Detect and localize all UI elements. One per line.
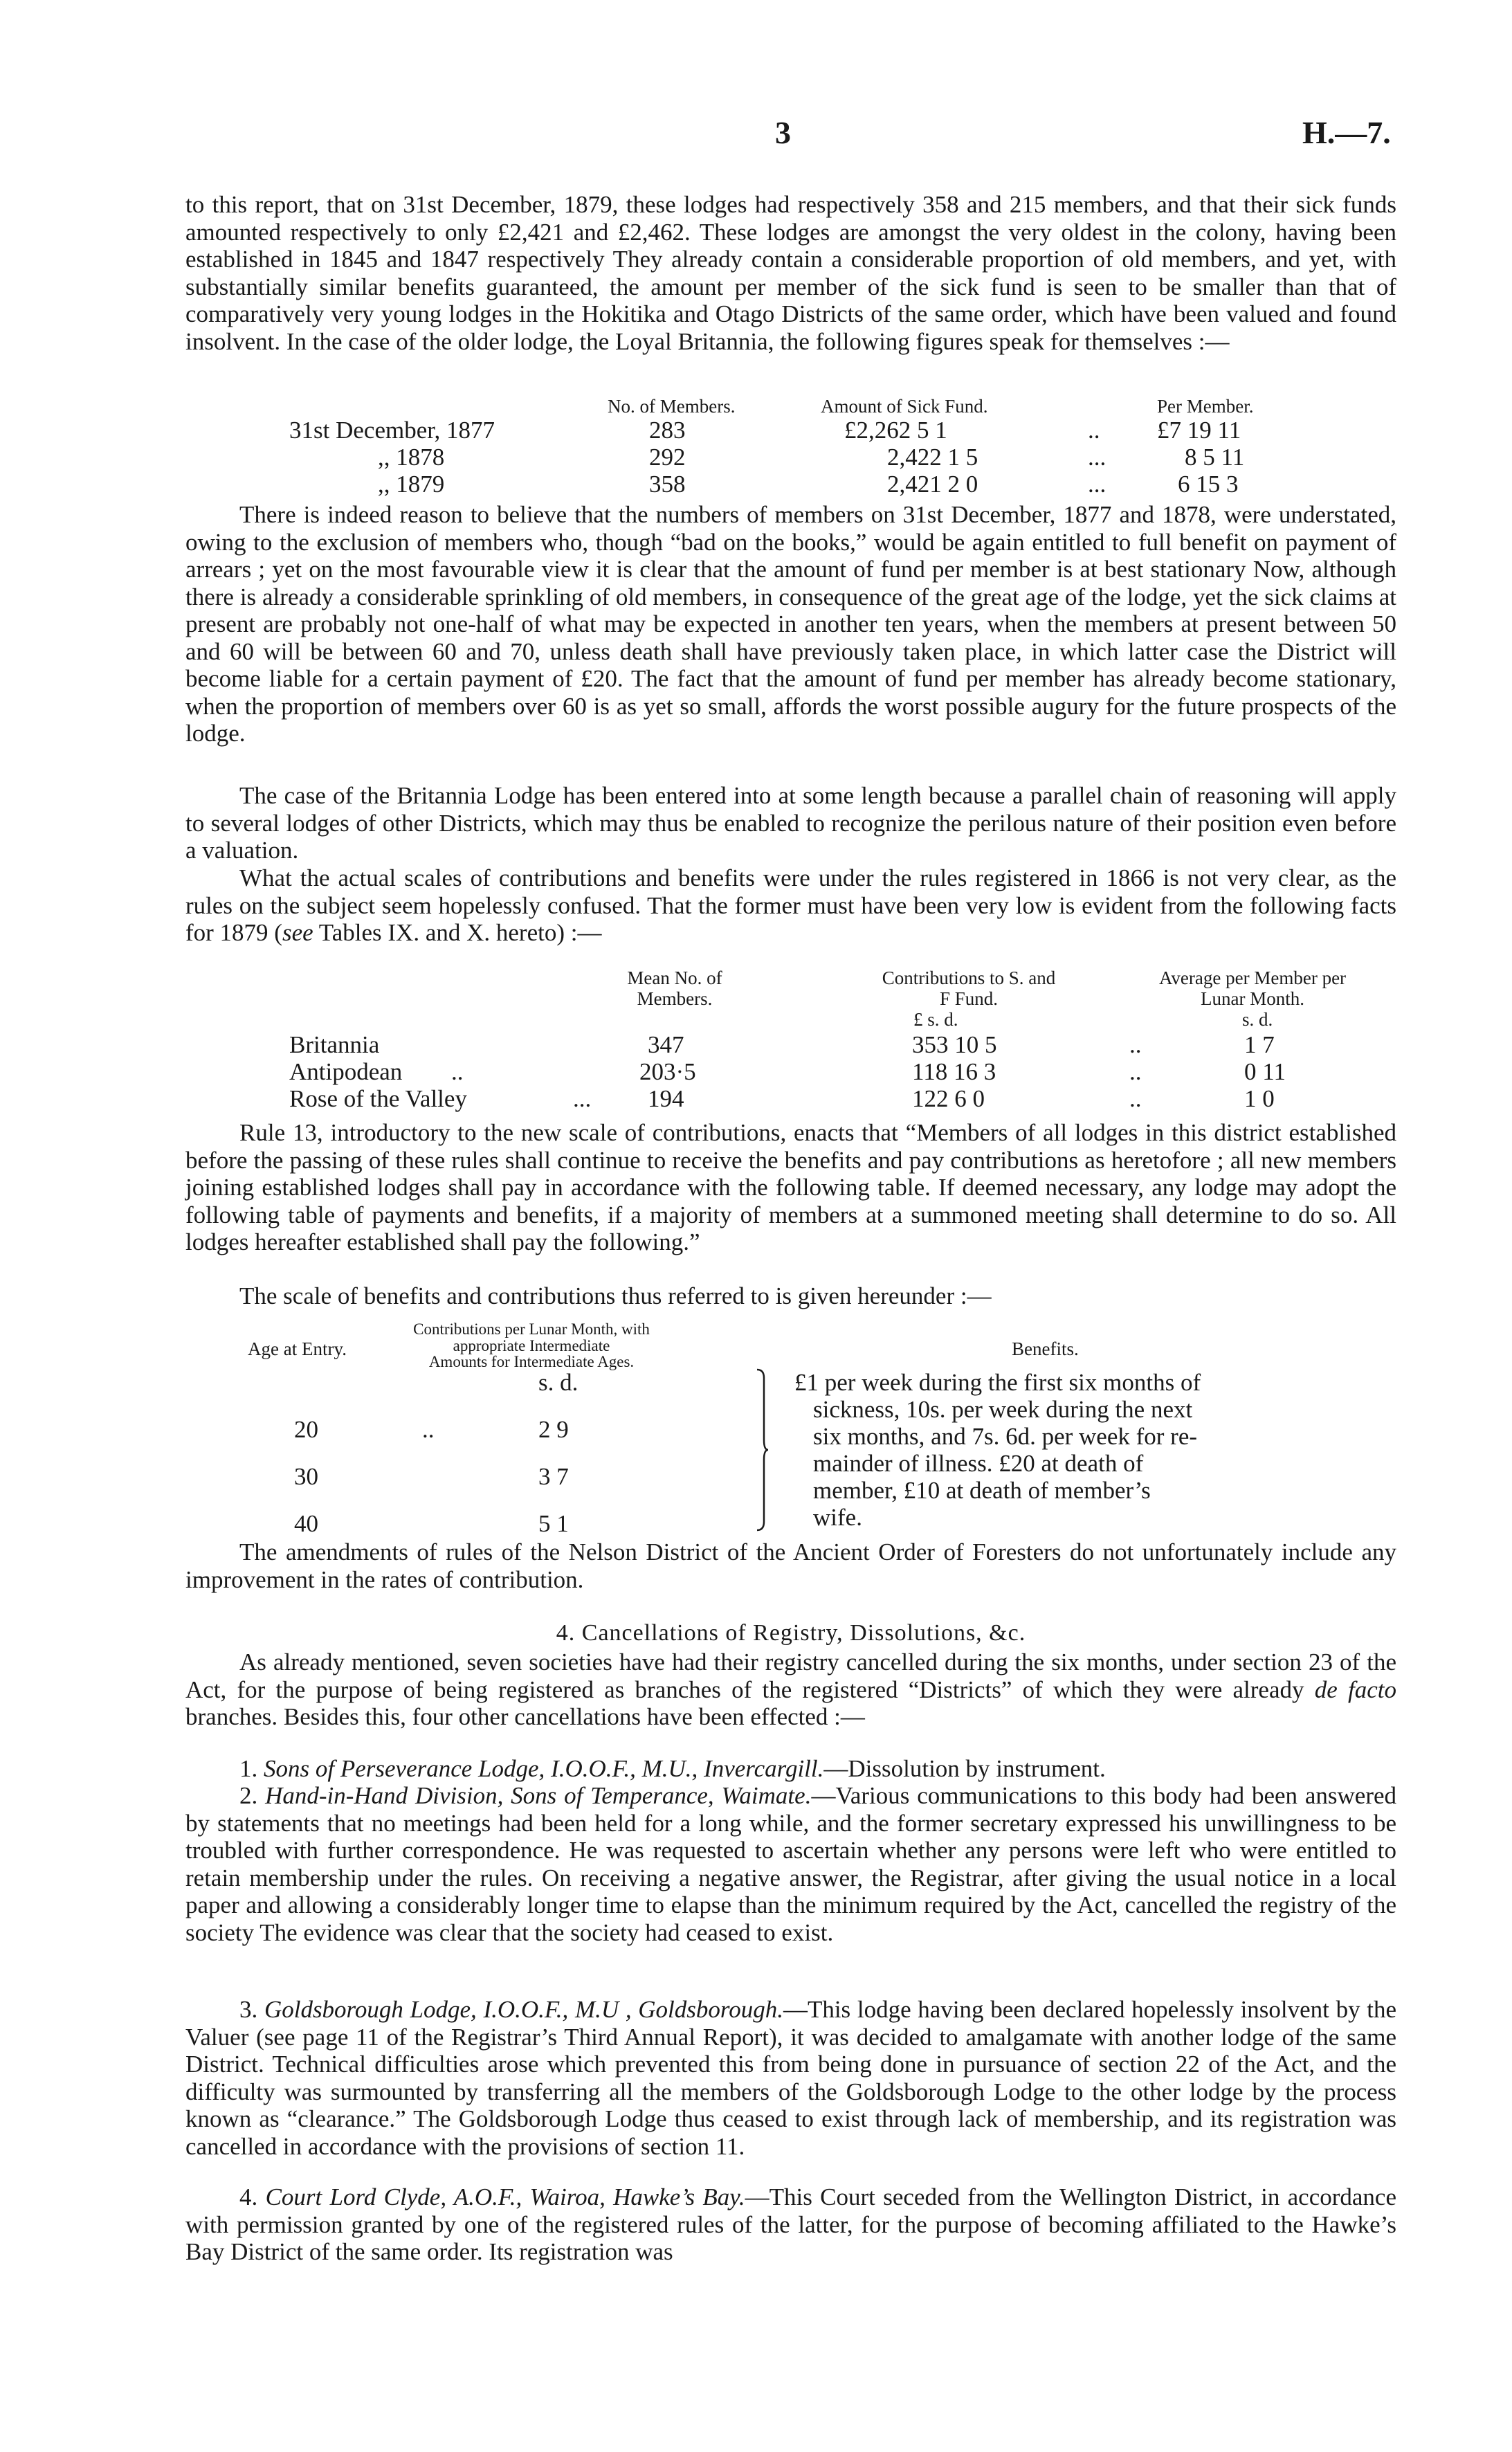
table1-leader: .. [1088,417,1100,444]
paragraph-4-text: What the actual scales of contributions and benefits were under the rules registered in 1866 is not very clear, as the rules on the subject seem hopelessly confused. That the former must have been very low is evident from the following facts for 1879 (see Tables IX. and X. hereto) :— [185,864,1396,946]
table1-date: 31st December, 1877 [289,417,495,444]
benefits-line: sickness, 10s. per week during the next [813,1396,1193,1423]
page-number: 3 [775,115,791,150]
benefits-line: wife. [813,1504,862,1531]
table2-contrib: 122 6 0 [912,1085,985,1112]
table1-leader: ... [1088,444,1106,471]
table2-dots: .. [451,1058,464,1085]
table3-age: 20 [294,1416,318,1443]
table1-fund: £2,262 5 1 [844,417,947,444]
table3-header-age: Age at Entry. [248,1338,347,1359]
table2-units-money: £ s. d. [913,1009,958,1030]
paragraph-4 [185,864,1396,947]
table3-header-contrib-1: Contributions per Lunar Month, with [413,1320,650,1338]
table2-mean: 194 [648,1085,684,1112]
table2-leader: .. [1129,1085,1142,1112]
table1-header-members: No. of Members. [608,396,736,417]
table2-avg: 0 11 [1244,1058,1286,1085]
paragraph-6-text: The scale of benefits and contributions thus referred to is given hereunder :— [239,1282,992,1309]
table2-avg: 1 0 [1244,1085,1275,1112]
table3-amount: 5 1 [538,1510,569,1537]
table2-header-mean: Mean No. of Members. [627,968,722,1009]
table3-leader: .. [422,1416,435,1443]
list-item: 2. Hand-in-Hand Division, Sons of Temperance, Waimate.—Various communications to this body had been answered by statements that no meetings had been held for a long while, and the former secretary expressed his unwillingness to be troubled with further correspondence. He was requested to ascertain whether any persons were left who were entitled to retain membership under the rules. On receiving a negative answer, the Registrar, after giving the usual notice in a local paper and allowing a considerably longer time to elapse than the minimum required by the Act, cancelled the registry of the society The evidence was clear that the society had ceased to exist. [185,1782,1397,1946]
table2-name: Rose of the Valley [289,1085,467,1112]
benefits-line: £1 per week during the first six months of [794,1369,1201,1396]
table1-per: 6 15 3 [1178,471,1239,498]
brace-icon [756,1368,769,1532]
table2-header-contrib: Contributions to S. and F Fund. [882,968,1056,1009]
paragraph-3-text: The case of the Britannia Lodge has been entered into at some length because a parallel chain of reasoning will apply to several lodges of other Districts, which may thus be enabled to recognize the perilous nature of their position even before a valuation. [185,782,1396,864]
paragraph-1 [185,191,1396,355]
benefits-line: six months, and 7s. 6d. per week for re- [813,1423,1198,1450]
paragraph-5-text: Rule 13, introductory to the new scale of contributions, enacts that “Members of all lodges in this district established before the passing of these rules shall continue to receive the benefits and pay contributions as heretofore ; all new members joining established lodges shall pay in accordance with the following table. If deemed necessary, any lodge may adopt the following table of payments and benefits, if a majority of members at a summoned meeting shall determine to do so. All lodges hereafter established shall pay the following.” [185,1119,1396,1255]
table3-age: 30 [294,1463,318,1490]
table2-contrib: 353 10 5 [912,1031,997,1058]
paragraph-2-text: There is indeed reason to believe that the numbers of members on 31st December, 1877 and 1878, were understated, owing to the exclusion of members who, though “bad on the books,” would be again entitled to full benefit on payment of arrears ; yet on the most favourable view it is clear that the amount of fund per member is at best stationary Now, although there is already a considerable sprinkling of old members, in consequence of the great age of the lodge, yet the sick claims at present are probably not one-half of what may be expected in another ten years, when the members at present between 50 and 60 will be between 60 and 70, unless death shall have previously taken place, in which latter case the District will become liable for a certain payment of £20. The fact that the amount of fund per member has already become stationary, when the proportion of members over 60 is as yet so small, affords the worst possible augury for the future prospects of the lodge. [185,501,1396,747]
section-heading: 4. Cancellations of Registry, Dissolutions, &c. [556,1620,1026,1646]
table3-units: s. d. [538,1369,579,1396]
benefits-line: mainder of illness. £20 at death of [813,1450,1144,1477]
table2-name: Britannia [289,1031,380,1058]
paragraph-8 [185,1649,1396,1731]
paragraph-7-text: The amendments of rules of the Nelson District of the Ancient Order of Foresters do not unfortunately include any improvement in the rates of contribution. [185,1538,1396,1593]
table1-leader: ... [1088,471,1106,498]
table2-contrib: 118 16 3 [912,1058,996,1085]
paragraph-7 [185,1538,1396,1593]
table1-fund: 2,422 1 5 [887,444,978,471]
table3-header-contrib-3: Amounts for Intermediate Ages. [428,1353,635,1370]
document-reference: H.—7. [1302,115,1391,150]
table1-members: 358 [649,471,686,498]
table2-header-avg: Average per Member per Lunar Month. [1158,968,1347,1009]
table2-dots: ... [573,1085,592,1112]
table1-fund: 2,421 2 0 [887,471,978,498]
table1-members: 283 [649,417,686,444]
table2-leader: .. [1129,1031,1142,1058]
paragraph-5 [185,1119,1396,1256]
table1-header-per: Per Member. [1157,396,1254,417]
list-item: 3. Goldsborough Lodge, I.O.O.F., M.U , Goldsborough.—This lodge having been declared hopelessly insolvent by the Valuer (see page 11 of the Registrar’s Third Annual Report), it was decided to amalgamate with another lodge of the same District. Technical difficulties arose which prevented this from being done in pursuance of section 22 of the Act, and the difficulty was surmounted by transferring all the members of the Goldsborough Lodge to the other lodge by the process known as “clearance.” The Goldsborough Lodge thus ceased to exist through lack of membership, and its registration was cancelled in accordance with the provisions of section 11. [185,1996,1397,2160]
table3-header-contrib-2: appropriate Intermediate [453,1337,610,1354]
table3-age: 40 [294,1510,318,1537]
table2-name: Antipodean [289,1058,403,1085]
paragraph-6 [185,1282,1396,1310]
table1-date: ,, 1878 [378,444,445,471]
table1-per: £7 19 11 [1157,417,1241,444]
paragraph-1-text: to this report, that on 31st December, 1879, these lodges had respectively 358 and 215 members, and that their sick funds amounted respectively to only £2,421 and £2,462. These lodges are amongst the very oldest in the colony, having been established in 1845 and 1847 respectively They already contain a considerable proportion of old members, and yet, with substantially similar benefits guaranteed, the amount per member of the sick fund is seen to be smaller than that of comparatively very young lodges in the Hokitika and Otago Districts of the same order, which have been valued and found insolvent. In the case of the older lodge, the Loyal Britannia, the following figures speak for themselves :— [185,191,1396,355]
paragraph-8-text: As already mentioned, seven societies have had their registry cancelled during the six months, under section 23 of the Act, for the purpose of being registered as branches of the registered “Districts” of which they were already de facto branches. Besides this, four other cancellations have been effected :— [185,1649,1396,1730]
list-item: 1. Sons of Perseverance Lodge, I.O.O.F., M.U., Invercargill.—Dissolution by instrument. [239,1755,1106,1782]
table2-avg: 1 7 [1244,1031,1275,1058]
list-item: 4. Court Lord Clyde, A.O.F., Wairoa, Hawke’s Bay.—This Court seceded from the Wellington District, in accordance with permission granted by one of the registered rules of the latter, for the purpose of becoming affiliated to the Hawke’s Bay District of the same order. Its registration was [185,2183,1397,2265]
table2-units-avg: s. d. [1242,1009,1273,1030]
paragraph-2 [185,501,1396,747]
table1-header-fund: Amount of Sick Fund. [821,396,988,417]
table1-per: 8 5 11 [1185,444,1245,471]
table2-mean: 347 [648,1031,684,1058]
table3-amount: 3 7 [538,1463,569,1490]
table3-header-benefits: Benefits. [1012,1338,1079,1359]
benefits-line: member, £10 at death of member’s [813,1477,1151,1504]
table1-members: 292 [649,444,686,471]
table2-leader: .. [1129,1058,1142,1085]
table3-amount: 2 9 [538,1416,569,1443]
table2-mean: 203·5 [639,1058,696,1085]
table1-date: ,, 1879 [378,471,445,498]
paragraph-3 [185,782,1396,864]
